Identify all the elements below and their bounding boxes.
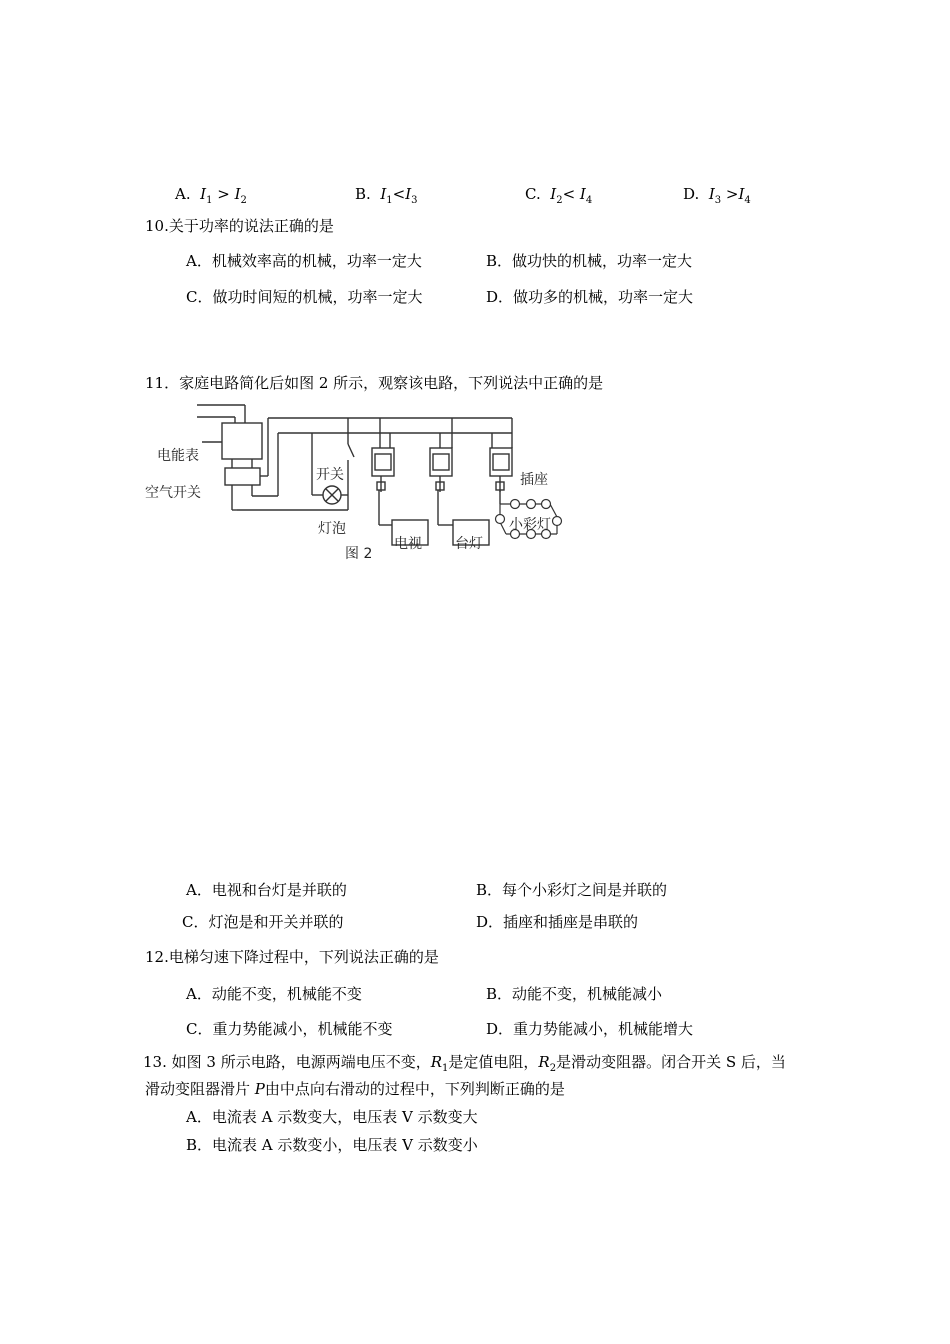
meter-box [222,423,262,459]
q9-option-a: A. $I_1 > I_2$ [175,185,247,206]
q11-option-c: C．灯泡是和开关并联的 [182,913,344,931]
q9-option-c: C. $I_2< I_4$ [525,185,593,206]
q13-option-a: A．电流表 A 示数变大，电压表 V 示数变大 [186,1108,478,1126]
q12-option-c: C．重力势能减小，机械能不变 [186,1020,393,1038]
q11-option-a: A．电视和台灯是并联的 [186,881,347,899]
socket-label: 插座 [520,472,548,488]
q12-stem: 12.电梯匀速下降过程中，下列说法正确的是 [145,948,439,966]
socket-3 [490,418,512,504]
q10-option-c: C．做功时间短的机械，功率一定大 [186,288,423,306]
q9-option-b: B. $I_1<I_3$ [355,185,418,206]
socket-2 [430,418,453,525]
q13-stem-line1: 13. 如图 3 所示电路，电源两端电压不变，$R_1$是定值电阻，$R_2$是滑动变阻器。闭合开关 S 后，当 [143,1053,786,1074]
household-circuit-figure [140,400,590,570]
q10-stem: 10.关于功率的说法正确的是 [145,217,334,235]
breaker-box [225,468,260,485]
bulb-label: 灯泡 [318,521,346,537]
q11-option-b: B．每个小彩灯之间是并联的 [476,881,668,899]
q13-stem-line2: 滑动变阻器滑片 P由中点向右滑动的过程中，下列判断正确的是 [145,1080,565,1098]
lamp-label: 台灯 [455,536,483,552]
q10-option-b: B．做功快的机械，功率一定大 [486,252,693,270]
q9-option-d: D. $I_3 >I_4$ [683,185,751,206]
q10-option-a: A．机械效率高的机械，功率一定大 [186,252,422,270]
q13-option-b: B．电流表 A 示数变小，电压表 V 示数变小 [186,1136,478,1154]
q10-option-d: D．做功多的机械，功率一定大 [486,288,694,306]
q12-option-a: A．动能不变，机械能不变 [186,985,362,1003]
string-lights-label: 小彩灯 [509,517,551,533]
socket-1 [372,418,394,525]
tv-label: 电视 [394,536,422,552]
meter-label: 电能表 [157,448,199,464]
q11-option-d: D．插座和插座是串联的 [476,913,639,931]
q12-option-d: D．重力势能减小，机械能增大 [486,1020,694,1038]
switch-label: 开关 [316,467,344,483]
figure-caption: 图 2 [345,546,373,562]
q12-option-b: B．动能不变，机械能减小 [486,985,663,1003]
q11-stem: 11．家庭电路简化后如图 2 所示，观察该电路，下列说法中正确的是 [145,374,604,392]
breaker-label: 空气开关 [145,485,201,501]
